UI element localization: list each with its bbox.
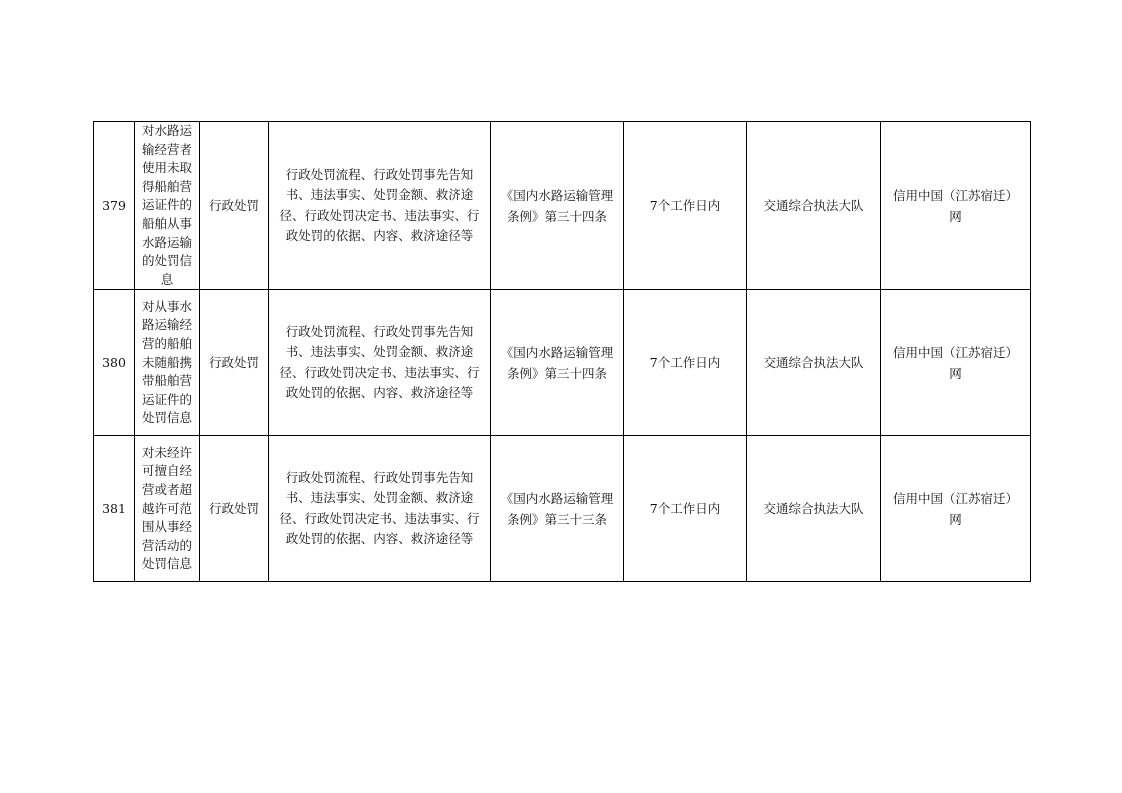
- table-row: [94, 290, 1031, 436]
- row-number-cell: 379: [94, 122, 135, 290]
- subject-cell: 对未经许可擅自经营或者超越许可范围从事经营活动的处罚信息: [135, 436, 200, 582]
- department-cell: 交通综合执法大队: [747, 436, 881, 582]
- table-row: [94, 122, 1031, 290]
- category-cell: 行政处罚: [200, 122, 269, 290]
- category-cell: 行政处罚: [200, 290, 269, 436]
- row-number-cell: 381: [94, 436, 135, 582]
- disclosure-table: [93, 121, 1031, 582]
- content-cell: 行政处罚流程、行政处罚事先告知书、违法事实、处罚金额、救济途径、行政处罚决定书、违法事实、行政处罚的依据、内容、救济途径等: [269, 290, 491, 436]
- category-cell: 行政处罚: [200, 436, 269, 582]
- legal-basis-cell: 《国内水路运输管理条例》第三十三条: [491, 436, 624, 582]
- platform-cell: 信用中国（江苏宿迁）网: [881, 436, 1031, 582]
- subject-cell: 对从事水路运输经营的船舶未随船携带船舶营运证件的处罚信息: [135, 290, 200, 436]
- time-limit-cell: 7个工作日内: [624, 122, 747, 290]
- legal-basis-cell: 《国内水路运输管理条例》第三十四条: [491, 290, 624, 436]
- time-limit-cell: 7个工作日内: [624, 290, 747, 436]
- subject-cell: 对水路运输经营者使用未取得船舶营运证件的船舶从事水路运输的处罚信息: [135, 122, 200, 290]
- row-number-cell: 380: [94, 290, 135, 436]
- department-cell: 交通综合执法大队: [747, 122, 881, 290]
- department-cell: 交通综合执法大队: [747, 290, 881, 436]
- content-cell: 行政处罚流程、行政处罚事先告知书、违法事实、处罚金额、救济途径、行政处罚决定书、违法事实、行政处罚的依据、内容、救济途径等: [269, 436, 491, 582]
- time-limit-cell: 7个工作日内: [624, 436, 747, 582]
- platform-cell: 信用中国（江苏宿迁）网: [881, 290, 1031, 436]
- platform-cell: 信用中国（江苏宿迁）网: [881, 122, 1031, 290]
- table-row: [94, 436, 1031, 582]
- legal-basis-cell: 《国内水路运输管理条例》第三十四条: [491, 122, 624, 290]
- content-cell: 行政处罚流程、行政处罚事先告知书、违法事实、处罚金额、救济途径、行政处罚决定书、违法事实、行政处罚的依据、内容、救济途径等: [269, 122, 491, 290]
